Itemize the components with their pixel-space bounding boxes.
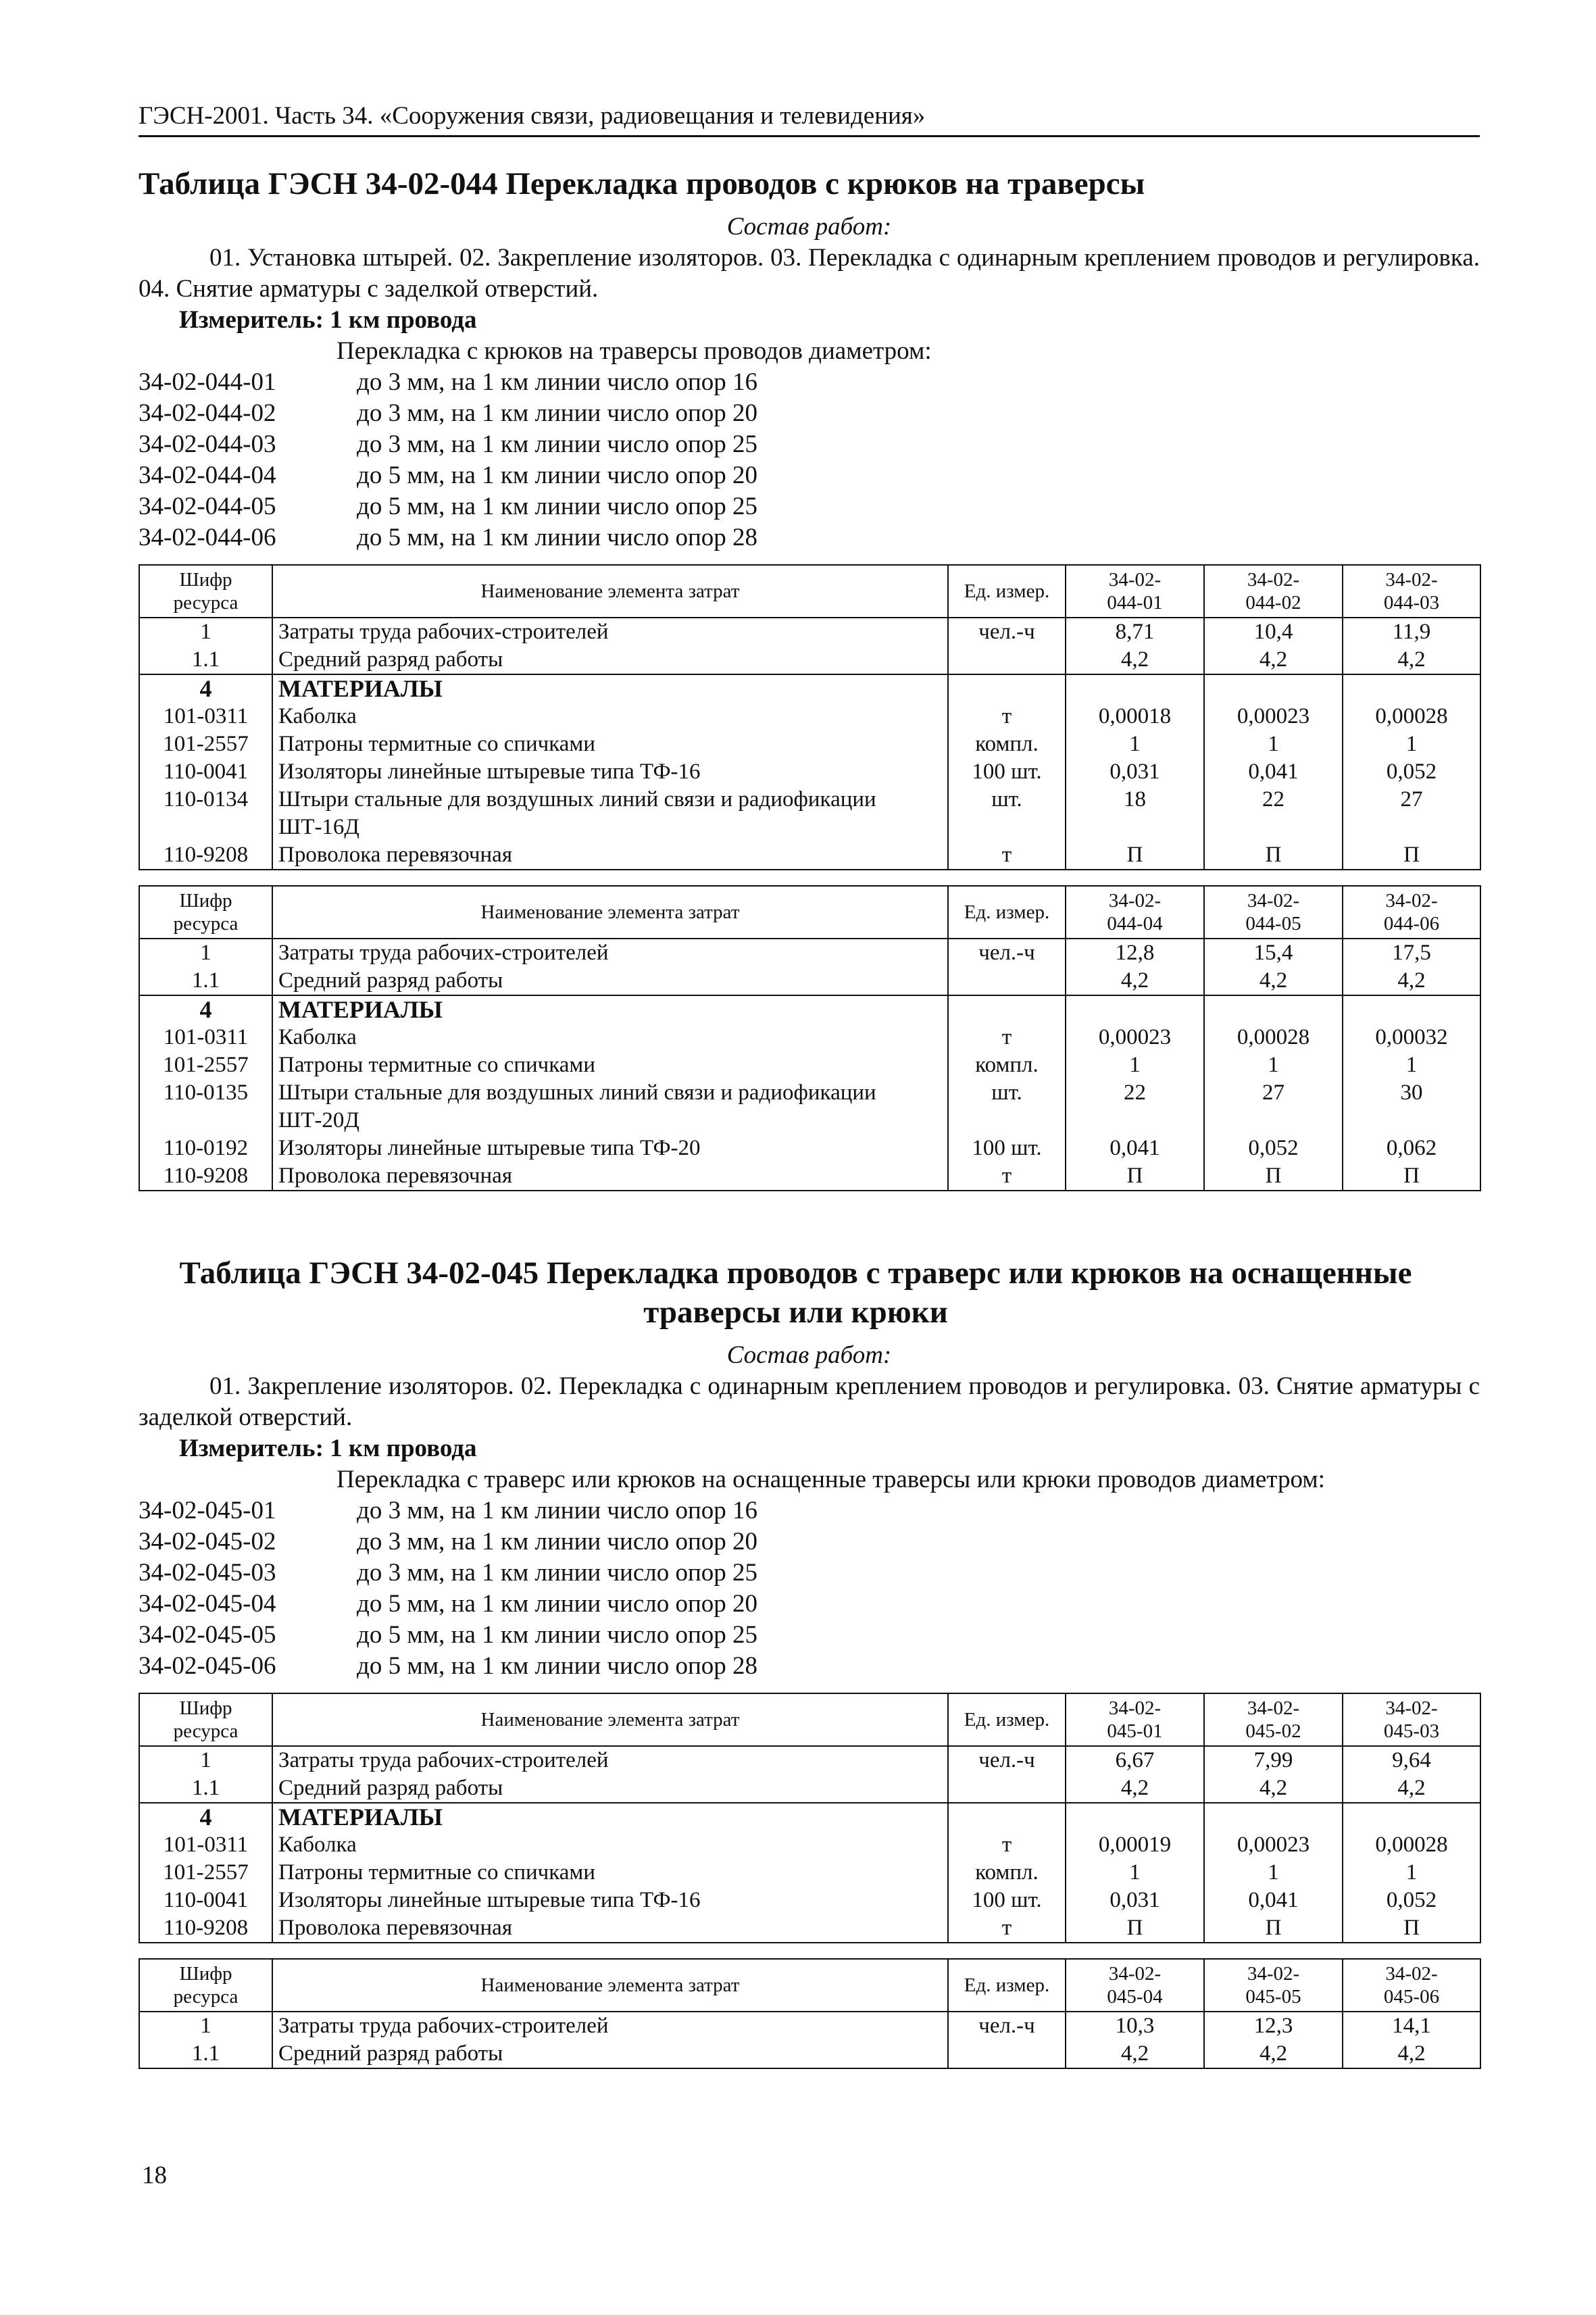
cost-element-name: Изоляторы линейные штыревые типа ТФ-16 [272,758,948,786]
resource-code: 1.1 [139,967,272,995]
resource-code: 110-9208 [139,1914,272,1943]
header-norm-code [1066,1693,1204,1746]
norm-value: 4,2 [1066,967,1204,995]
cost-element-name: Проволока перевязочная [272,1162,948,1191]
norm-value: 4,2 [1343,1774,1480,1803]
norm-value: 1 [1343,1051,1480,1079]
norm-value: П [1066,1914,1204,1943]
norm-code-row: 34-02-044-01 до 3 мм, на 1 км линии число опор 16 [139,368,758,396]
cost-element-name: Изоляторы линейные штыревые типа ТФ-20 [272,1135,948,1162]
header-resource-code: Шифр ресурса [139,1693,272,1746]
work-description: Перекладка с траверс или крюков на оснащенные траверсы или крюки проводов диаметром: [336,1466,1325,1493]
resource-code: 101-2557 [139,730,272,758]
resource-table [139,885,1481,1191]
header-norm-code-part: 34-02- [1247,890,1300,912]
header-norm-code-part: 34-02- [1108,1963,1162,1985]
resource-code: 110-0192 [139,1135,272,1162]
norm-value: 0,00028 [1343,703,1480,730]
resource-code: 101-2557 [139,1051,272,1079]
norm-value: 0,052 [1204,1135,1343,1162]
norm-value: П [1343,841,1480,870]
table-row [139,1831,1480,1859]
header-norm-code-part: 044-05 [1245,913,1301,935]
header-norm-code [1343,565,1480,618]
unit: т [948,703,1066,730]
norm-value [1066,995,1204,1024]
header-norm-code-part: 34-02- [1385,890,1438,912]
resource-tables [139,564,1480,1191]
norm-value: 22 [1204,786,1343,841]
resource-tables [139,1693,1480,2069]
norm-value: П [1343,1162,1480,1191]
work-description: Перекладка с крюков на траверсы проводов диаметром: [336,337,932,365]
table-header-row [139,1959,1480,2012]
resource-code: 1 [139,1746,272,1774]
header-norm-code-part: 34-02- [1108,890,1162,912]
resource-code: 4 [139,674,272,703]
unit [948,995,1066,1024]
norm-value: 0,00018 [1066,703,1204,730]
resource-code: 4 [139,1803,272,1831]
table-row [139,674,1480,703]
cost-element-name: Средний разряд работы [272,646,948,674]
norm-value: 1 [1343,1859,1480,1887]
cost-element-name: Каболка [272,1024,948,1051]
norm-value: 0,031 [1066,1887,1204,1914]
header-cost-element: Наименование элемента затрат [272,886,948,939]
cost-element-name: Изоляторы линейные штыревые типа ТФ-16 [272,1887,948,1914]
unit: 100 шт. [948,1135,1066,1162]
norm-value: 0,00023 [1204,703,1343,730]
norm-value: П [1066,1162,1204,1191]
norm-value: П [1066,841,1204,870]
norm-value [1204,674,1343,703]
unit: шт. [948,1079,1066,1135]
table-row [139,1162,1480,1191]
table-row [139,2012,1480,2040]
resource-code: 110-0041 [139,1887,272,1914]
cost-element-name: Штыри стальные для воздушных линий связи и радиофикации ШТ-20Д [272,1079,948,1135]
norm-code-row: 34-02-045-04 до 5 мм, на 1 км линии число опор 20 [139,1590,758,1618]
resource-code: 1.1 [139,1774,272,1803]
norm-value: 14,1 [1343,2012,1480,2040]
resource-code: 4 [139,995,272,1024]
norm-value: 0,052 [1343,1887,1480,1914]
norm-value: 0,052 [1343,758,1480,786]
unit: шт. [948,786,1066,841]
cost-element-name: Патроны термитные со спичками [272,1859,948,1887]
table-row [139,1135,1480,1162]
header-norm-code [1343,1959,1480,2012]
resource-code: 101-0311 [139,1024,272,1051]
header-norm-code-part: 045-04 [1107,1986,1163,2008]
cost-element-name: МАТЕРИАЛЫ [272,674,948,703]
header-norm-code [1066,886,1204,939]
resource-table [139,1958,1481,2069]
table-header-row [139,886,1480,939]
table-row [139,1803,1480,1831]
header-norm-code-part: 34-02- [1247,1697,1300,1719]
header-norm-code-part: 045-02 [1245,1720,1301,1742]
norm-code-row: 34-02-045-01 до 3 мм, на 1 км линии число опор 16 [139,1497,758,1524]
page-number: 18 [142,2162,167,2189]
norm-value: 0,031 [1066,758,1204,786]
norm-value: 0,062 [1343,1135,1480,1162]
table-row [139,1887,1480,1914]
cost-element-name: МАТЕРИАЛЫ [272,1803,948,1831]
norm-value: 22 [1066,1079,1204,1135]
norm-code-row: 34-02-044-02 до 3 мм, на 1 км линии число опор 20 [139,399,758,427]
table-row [139,1024,1480,1051]
resource-code: 110-0134 [139,786,272,841]
cost-element-name: Каболка [272,703,948,730]
resource-code: 101-0311 [139,703,272,730]
table-row [139,967,1480,995]
table-header-row [139,1693,1480,1746]
norm-value: 4,2 [1204,1774,1343,1803]
norm-value [1343,674,1480,703]
unit [948,2040,1066,2068]
header-unit: Ед. измер. [948,565,1066,618]
norm-value [1066,674,1204,703]
norm-value: П [1204,841,1343,870]
norm-value: 4,2 [1066,1774,1204,1803]
measure-unit: Измеритель: 1 км провода [179,306,477,334]
section-34-02-044 [139,164,1480,1191]
table-row [139,758,1480,786]
resource-code: 110-0041 [139,758,272,786]
unit: компл. [948,1859,1066,1887]
resource-code: 1.1 [139,646,272,674]
header-norm-code [1343,886,1480,939]
unit [948,674,1066,703]
norm-value: 12,8 [1066,939,1204,967]
norm-value: 10,3 [1066,2012,1204,2040]
cost-element-name: МАТЕРИАЛЫ [272,995,948,1024]
norm-value: 12,3 [1204,2012,1343,2040]
norm-value: 1 [1204,1859,1343,1887]
unit: 100 шт. [948,1887,1066,1914]
resource-code: 1 [139,2012,272,2040]
norm-value: 0,041 [1204,758,1343,786]
unit: т [948,1024,1066,1051]
norm-value: 9,64 [1343,1746,1480,1774]
cost-element-name: Патроны термитные со спичками [272,1051,948,1079]
header-norm-code [1066,565,1204,618]
table-row [139,1051,1480,1079]
norm-value [1204,1803,1343,1831]
header-unit: Ед. измер. [948,1693,1066,1746]
unit: т [948,1914,1066,1943]
header-norm-code-part: 045-01 [1107,1720,1163,1742]
unit: чел.-ч [948,939,1066,967]
norm-code-row: 34-02-045-03 до 3 мм, на 1 км линии число опор 25 [139,1559,758,1587]
norm-value: 1 [1204,1051,1343,1079]
norm-value: П [1204,1914,1343,1943]
header-norm-code-part: 34-02- [1385,1697,1438,1719]
table-row [139,2040,1480,2068]
header-cost-element: Наименование элемента затрат [272,565,948,618]
norm-value: 4,2 [1343,967,1480,995]
unit: компл. [948,730,1066,758]
table-row [139,730,1480,758]
norm-value: 4,2 [1204,967,1343,995]
cost-element-name: Патроны термитные со спичками [272,730,948,758]
unit: компл. [948,1051,1066,1079]
norm-code-row: 34-02-045-02 до 3 мм, на 1 км линии число опор 20 [139,1528,758,1555]
header-norm-code [1204,886,1343,939]
cost-element-name: Проволока перевязочная [272,841,948,870]
header-norm-code [1343,1693,1480,1746]
norm-value [1066,1803,1204,1831]
header-norm-code-part: 044-04 [1107,913,1163,935]
header-norm-code-part: 044-01 [1107,592,1163,614]
norm-value: 0,00032 [1343,1024,1480,1051]
norm-value: 6,67 [1066,1746,1204,1774]
work-composition-label: Состав работ: [726,213,892,241]
header-norm-code-part: 34-02- [1108,569,1162,591]
norm-value: 0,00023 [1066,1024,1204,1051]
norm-value: 27 [1343,786,1480,841]
norm-value: 0,041 [1204,1887,1343,1914]
resource-code: 110-9208 [139,1162,272,1191]
norm-code-row: 34-02-045-06 до 5 мм, на 1 км линии число опор 28 [139,1652,758,1680]
table-row [139,1774,1480,1803]
header-norm-code-part: 044-06 [1383,913,1440,935]
header-norm-code [1066,1959,1204,2012]
header-norm-code-part: 34-02- [1385,1963,1438,1985]
resource-code: 101-0311 [139,1831,272,1859]
norm-value: 30 [1343,1079,1480,1135]
work-composition-text: 01. Закрепление изоляторов. 02. Перекладка с одинарным креплением проводов и регулировка. 03. Снятие арматуры с заделкой отверстий. [139,1372,1480,1431]
work-composition-label: Состав работ: [726,1341,892,1369]
cost-element-name: Штыри стальные для воздушных линий связи и радиофикации ШТ-16Д [272,786,948,841]
resource-code: 1 [139,939,272,967]
cost-element-name: Проволока перевязочная [272,1914,948,1943]
norm-code-list [139,1495,1480,1682]
norm-value: П [1204,1162,1343,1191]
table-row [139,1079,1480,1135]
header-norm-code [1204,1693,1343,1746]
norm-code-row: 34-02-044-03 до 3 мм, на 1 км линии число опор 25 [139,430,758,458]
norm-value: 4,2 [1066,2040,1204,2068]
table-row [139,703,1480,730]
cost-element-name: Средний разряд работы [272,1774,948,1803]
norm-value: 18 [1066,786,1204,841]
norm-value: 10,4 [1204,618,1343,646]
header-norm-code-part: 044-02 [1245,592,1301,614]
cost-element-name: Средний разряд работы [272,967,948,995]
header-norm-code-part: 34-02- [1385,569,1438,591]
norm-value: 4,2 [1343,646,1480,674]
measure-unit: Измеритель: 1 км провода [179,1435,477,1462]
norm-value: 0,00019 [1066,1831,1204,1859]
header-norm-code-part: 045-06 [1383,1986,1440,2008]
table-row [139,939,1480,967]
work-composition-text: 01. Установка штырей. 02. Закрепление изоляторов. 03. Перекладка с одинарным креплением проводов и регулировка. 04. Снятие арматуры с заделкой отверстий. [139,244,1480,303]
norm-value: 1 [1066,1859,1204,1887]
header-resource-code: Шифр ресурса [139,1959,272,2012]
unit [948,967,1066,995]
header-cost-element: Наименование элемента затрат [272,1959,948,2012]
resource-table [139,564,1481,870]
unit [948,1774,1066,1803]
norm-value: 0,00028 [1343,1831,1480,1859]
table-row [139,786,1480,841]
header-norm-code-part: 044-03 [1383,592,1440,614]
norm-value: 0,00028 [1204,1024,1343,1051]
table-row [139,618,1480,646]
section-title: Таблица ГЭСН 34-02-044 Перекладка проводов с крюков на траверсы [139,166,1145,201]
norm-value: 0,041 [1066,1135,1204,1162]
header-cost-element: Наименование элемента затрат [272,1693,948,1746]
header-norm-code-part: 045-03 [1383,1720,1440,1742]
running-header: ГЭСН-2001. Часть 34. «Сооружения связи, радиовещания и телевидения» [139,101,1480,137]
norm-value: П [1343,1914,1480,1943]
header-resource-code: Шифр ресурса [139,565,272,618]
table-row [139,1914,1480,1943]
cost-element-name: Затраты труда рабочих-строителей [272,939,948,967]
norm-code-row: 34-02-044-06 до 5 мм, на 1 км линии число опор 28 [139,524,758,551]
norm-value: 17,5 [1343,939,1480,967]
unit: чел.-ч [948,1746,1066,1774]
norm-value: 4,2 [1204,646,1343,674]
unit: чел.-ч [948,618,1066,646]
header-unit: Ед. измер. [948,886,1066,939]
header-norm-code-part: 34-02- [1247,1963,1300,1985]
resource-code: 1.1 [139,2040,272,2068]
header-norm-code-part: 045-05 [1245,1986,1301,2008]
norm-value: 11,9 [1343,618,1480,646]
unit: т [948,841,1066,870]
norm-value: 1 [1066,730,1204,758]
norm-code-list [139,367,1480,553]
cost-element-name: Каболка [272,1831,948,1859]
table-row [139,995,1480,1024]
unit: 100 шт. [948,758,1066,786]
resource-code: 110-9208 [139,841,272,870]
norm-value [1343,1803,1480,1831]
unit [948,646,1066,674]
norm-code-row: 34-02-045-05 до 5 мм, на 1 км линии число опор 25 [139,1621,758,1649]
document-page [139,101,1480,2069]
norm-code-row: 34-02-044-04 до 5 мм, на 1 км линии число опор 20 [139,462,758,489]
unit: т [948,1162,1066,1191]
resource-code: 110-0135 [139,1079,272,1135]
unit: чел.-ч [948,2012,1066,2040]
cost-element-name: Затраты труда рабочих-строителей [272,618,948,646]
table-row [139,1859,1480,1887]
unit [948,1803,1066,1831]
header-norm-code [1204,565,1343,618]
norm-value: 27 [1204,1079,1343,1135]
header-resource-code: Шифр ресурса [139,886,272,939]
header-norm-code-part: 34-02- [1247,569,1300,591]
header-norm-code [1204,1959,1343,2012]
norm-value: 7,99 [1204,1746,1343,1774]
cost-element-name: Затраты труда рабочих-строителей [272,2012,948,2040]
norm-value: 4,2 [1204,2040,1343,2068]
header-norm-code-part: 34-02- [1108,1697,1162,1719]
cost-element-name: Затраты труда рабочих-строителей [272,1746,948,1774]
resource-table [139,1693,1481,1943]
section-34-02-045 [139,1253,1480,2069]
header-unit: Ед. измер. [948,1959,1066,2012]
norm-value: 4,2 [1066,646,1204,674]
norm-value: 8,71 [1066,618,1204,646]
norm-value [1343,995,1480,1024]
norm-value: 1 [1204,730,1343,758]
table-row [139,1746,1480,1774]
resource-code: 101-2557 [139,1859,272,1887]
norm-code-row: 34-02-044-05 до 5 мм, на 1 км линии число опор 25 [139,493,758,520]
norm-value [1204,995,1343,1024]
norm-value: 1 [1343,730,1480,758]
table-header-row [139,565,1480,618]
norm-value: 0,00023 [1204,1831,1343,1859]
table-row [139,841,1480,870]
norm-value: 15,4 [1204,939,1343,967]
resource-code: 1 [139,618,272,646]
cost-element-name: Средний разряд работы [272,2040,948,2068]
table-row [139,646,1480,674]
unit: т [948,1831,1066,1859]
norm-value: 4,2 [1343,2040,1480,2068]
norm-value: 1 [1066,1051,1204,1079]
section-title: Таблица ГЭСН 34-02-045 Перекладка проводов с траверс или крюков на оснащенные траверсы или крюки [179,1255,1412,1330]
